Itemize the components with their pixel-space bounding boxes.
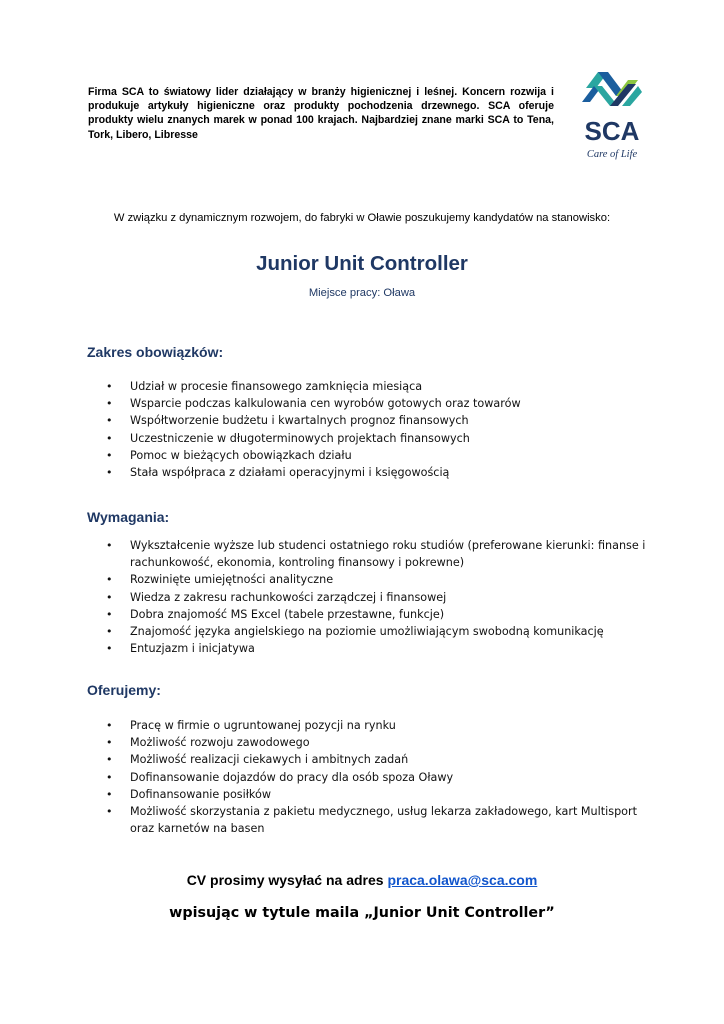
list-item-text: Pracę w firmie o ugruntowanej pozycji na rynku [130,719,396,732]
list-item [106,803,646,837]
list-item-text: Wykształcenie wyższe lub studenci ostatniego roku studiów (preferowane kierunki: finanse i rachunkowość, ekonomia, kontroling finansowy i pokrewne) [130,539,646,570]
job-location: Miejsce pracy: Oława [308,287,416,299]
list-item [106,717,646,734]
sca-wordmark: SCA [584,116,640,146]
bullet-icon: • [106,397,113,411]
requirements-heading: Wymagania: [87,509,170,525]
bullet-icon: • [106,770,113,784]
list-item [106,571,646,588]
list-item [106,751,646,768]
list-item-text: Wsparcie podczas kalkulowania cen wyrobów gotowych oraz towarów [130,397,521,411]
list-item [106,589,646,606]
bullet-icon: • [106,805,113,819]
bullet-icon: • [106,431,113,445]
list-item [106,537,646,571]
list-item [106,734,646,751]
sca-logo [578,70,646,166]
cv-email-link[interactable]: praca.olawa@sca.com [387,872,538,888]
bullet-icon: • [106,539,113,552]
list-item-text: Dofinansowanie posiłków [130,787,271,801]
lead-sentence: W związku z dynamicznym rozwojem, do fabryki w Oławie poszukujemy kandydatów na stanowisko: [113,212,611,224]
bullet-icon: • [106,736,113,750]
job-title: Junior Unit Controller [256,252,468,275]
list-item [106,447,646,464]
list-item-text: Możliwość rozwoju zawodowego [130,736,310,750]
list-item [106,606,646,623]
bullet-icon: • [106,466,113,480]
list-item [106,464,646,481]
list-item-text: Uczestniczenie w długoterminowych projektach finansowych [130,431,470,445]
sca-tagline: Care of Life [586,149,638,160]
list-item-text: Stała współpraca z działami operacyjnymi i księgowością [130,466,450,480]
list-item-text: Możliwość skorzystania z pakietu medycznego, usług lekarza zakładowego, kart Multisport oraz karnetów na basen [130,805,638,836]
bullet-icon: • [106,787,113,801]
bullet-icon: • [106,414,113,428]
bullet-icon: • [106,590,113,604]
list-item-text: Rozwinięte umiejętności analityczne [130,573,334,587]
list-item [106,430,646,447]
duties-heading: Zakres obowiązków: [87,344,224,360]
bullet-icon: • [106,448,113,462]
list-item-text: Możliwość realizacji ciekawych i ambitnych zadań [130,753,409,767]
cv-text: CV prosimy wysyłać na adres [186,872,384,888]
list-item-text: Udział w procesie finansowego zamknięcia miesiąca [130,380,423,393]
bullet-icon: • [106,642,113,656]
requirements-list [106,537,646,657]
list-item [106,378,646,395]
list-item-text: Pomoc w bieżących obowiązkach działu [130,448,352,462]
list-item [106,412,646,429]
list-item-text: Wiedza z zakresu rachunkowości zarządczej i finansowej [130,590,447,604]
bullet-icon: • [106,625,113,639]
list-item [106,786,646,803]
list-item-text: Entuzjazm i inicjatywa [130,642,255,656]
bullet-icon: • [106,607,113,621]
bullet-icon: • [106,573,113,587]
bullet-icon: • [106,380,113,393]
bullet-icon: • [106,753,113,767]
bullet-icon: • [106,719,113,732]
list-item-text: Znajomość języka angielskiego na poziomie umożliwiającym swobodną komunikację [130,625,604,639]
duties-list [106,378,646,481]
list-item [106,769,646,786]
offer-heading: Oferujemy: [87,682,161,698]
email-subject-instruction: wpisując w tytule maila „Junior Unit Controller” [169,905,555,921]
cv-instruction [0,872,724,888]
sca-logo-mark [582,72,642,106]
list-item-text: Współtworzenie budżetu i kwartalnych prognoz finansowych [130,414,469,428]
list-item [106,395,646,412]
list-item [106,623,646,640]
list-item [106,640,646,657]
company-intro: Firma SCA to światowy lider działający w branży higienicznej i leśnej. Koncern rozwija i produkuje artykuły higieniczne oraz produkty pochodzenia drzewnego. SCA oferuje produkty wielu znanych marek w ponad 100 krajach. Najbardziej znane marki SCA to Tena, Tork, Libero, Libresse [88,86,554,141]
list-item-text: Dofinansowanie dojazdów do pracy dla osób spoza Oławy [130,770,454,784]
list-item-text: Dobra znajomość MS Excel (tabele przestawne, funkcje) [130,607,445,621]
offer-list [106,717,646,837]
